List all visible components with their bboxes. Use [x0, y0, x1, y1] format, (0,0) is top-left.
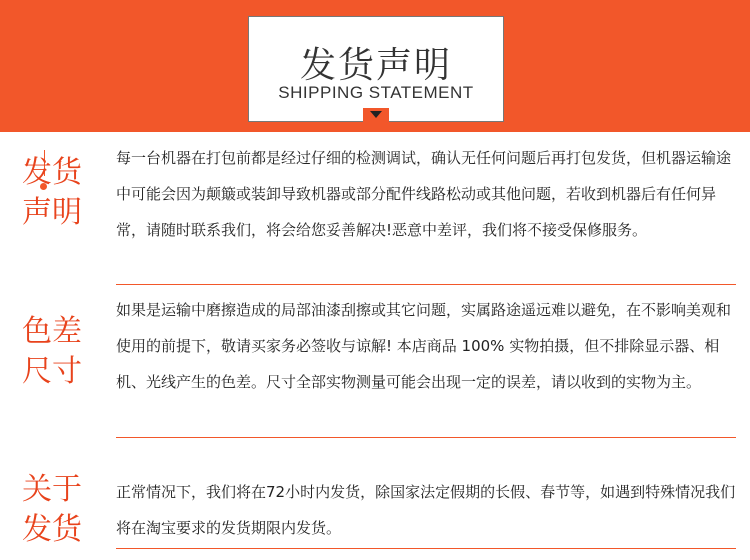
- section-2-label-line2: 尺寸: [22, 354, 82, 389]
- section-1-label-line1: 发货: [22, 155, 82, 190]
- section-divider: [116, 284, 736, 285]
- section-1-label-line2: 声明: [22, 195, 82, 230]
- section-3-label: [22, 470, 94, 550]
- down-arrow-icon: [363, 108, 389, 122]
- section-3-label-line2: 发货: [22, 512, 82, 547]
- section-1-label: [22, 153, 94, 233]
- header-banner: [0, 0, 750, 132]
- section-1-text: 每一台机器在打包前都是经过仔细的检测调试，确认无任何问题后再打包发货，但机器运输途中可能会因为颠簸或装卸导致机器或部分配件线路松动或其他问题，若收到机器后有任何异常，请随时联系我们，将会给您妥善解决!恶意中差评，我们将不接受保修服务。: [116, 149, 732, 239]
- page-title: 发货声明: [299, 45, 452, 86]
- section-divider: [116, 548, 736, 549]
- title-box: [248, 16, 504, 122]
- section-2-label: [22, 312, 94, 392]
- section-3-label-line1: 关于: [22, 472, 82, 507]
- page-subtitle: SHIPPING STATEMENT: [278, 83, 474, 102]
- section-2-text: 如果是运输中磨擦造成的局部油漆刮擦或其它问题，实属路途遥远难以避免，在不影响美观和使用的前提下，敬请买家务必签收与谅解! 本店商品 100% 实物拍摄，但不排除显示器、相机、光线产生的色差。尺寸全部实物测量可能会出现一定的误差，请以收到的实物为主。: [116, 301, 732, 391]
- section-3-text: 正常情况下，我们将在72小时内发货，除国家法定假期的长假、春节等，如遇到特殊情况我们将在淘宝要求的发货期限内发货。: [116, 483, 736, 537]
- section-2-label-line1: 色差: [22, 314, 82, 349]
- section-divider: [116, 437, 736, 438]
